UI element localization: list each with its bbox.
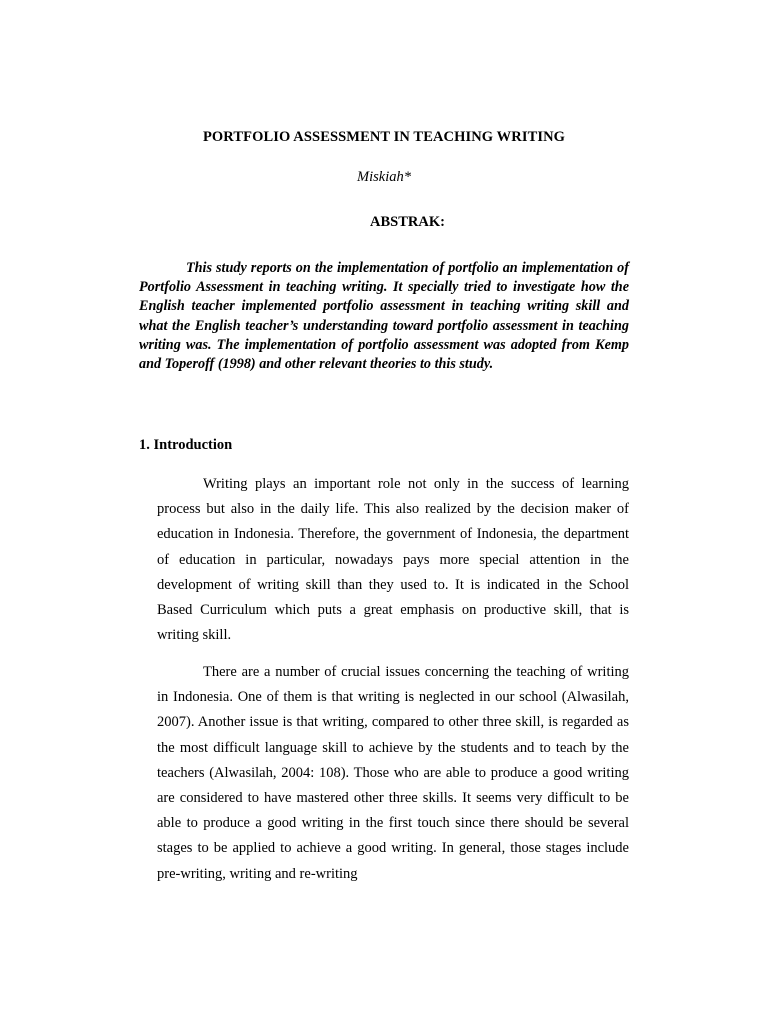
author-name: Miskiah* xyxy=(357,169,411,185)
section-heading-introduction: 1. Introduction xyxy=(139,437,233,453)
body-paragraph: Writing plays an important role not only in the success of learning process but also in the daily life. This also realized by the decision maker of education in Indonesia. Therefore, the government of Indonesia, the department of education in particular, nowadays pays more special attention in the development of writing skill than they used to. It is indicated in the School Based Curriculum which puts a great emphasis on productive skill, that is writing skill. xyxy=(157,476,629,644)
abstract-text: This study reports on the implementation of portfolio an implementation of Portfolio Assessment in teaching writing. It specially tried to investigate how the English teacher implemented portfolio assessment in teaching writing skill and what the English teacher’s understanding toward portfolio assessment in teaching writing was. The implementation of portfolio assessment was adopted from Kemp and Toperoff (1998) and other relevant theories to this study. xyxy=(139,260,629,373)
abstract-heading: ABSTRAK: xyxy=(370,214,445,230)
body-paragraph: There are a number of crucial issues concerning the teaching of writing in Indonesia. One of them is that writing is neglected in our school (Alwasilah, 2007). Another issue is that writing, compared to other three skill, is regarded as the most difficult language skill to achieve by the students and to teach by the teachers (Alwasilah, 2004: 108). Those who are able to produce a good writing are considered to have mastered other three skills. It seems very difficult to be able to produce a good writing in the first touch since there should be several stages to be applied to achieve a good writing. In general, those stages include pre-writing, writing and re-writing xyxy=(157,664,629,882)
paper-title: PORTFOLIO ASSESSMENT IN TEACHING WRITING xyxy=(202,129,566,145)
